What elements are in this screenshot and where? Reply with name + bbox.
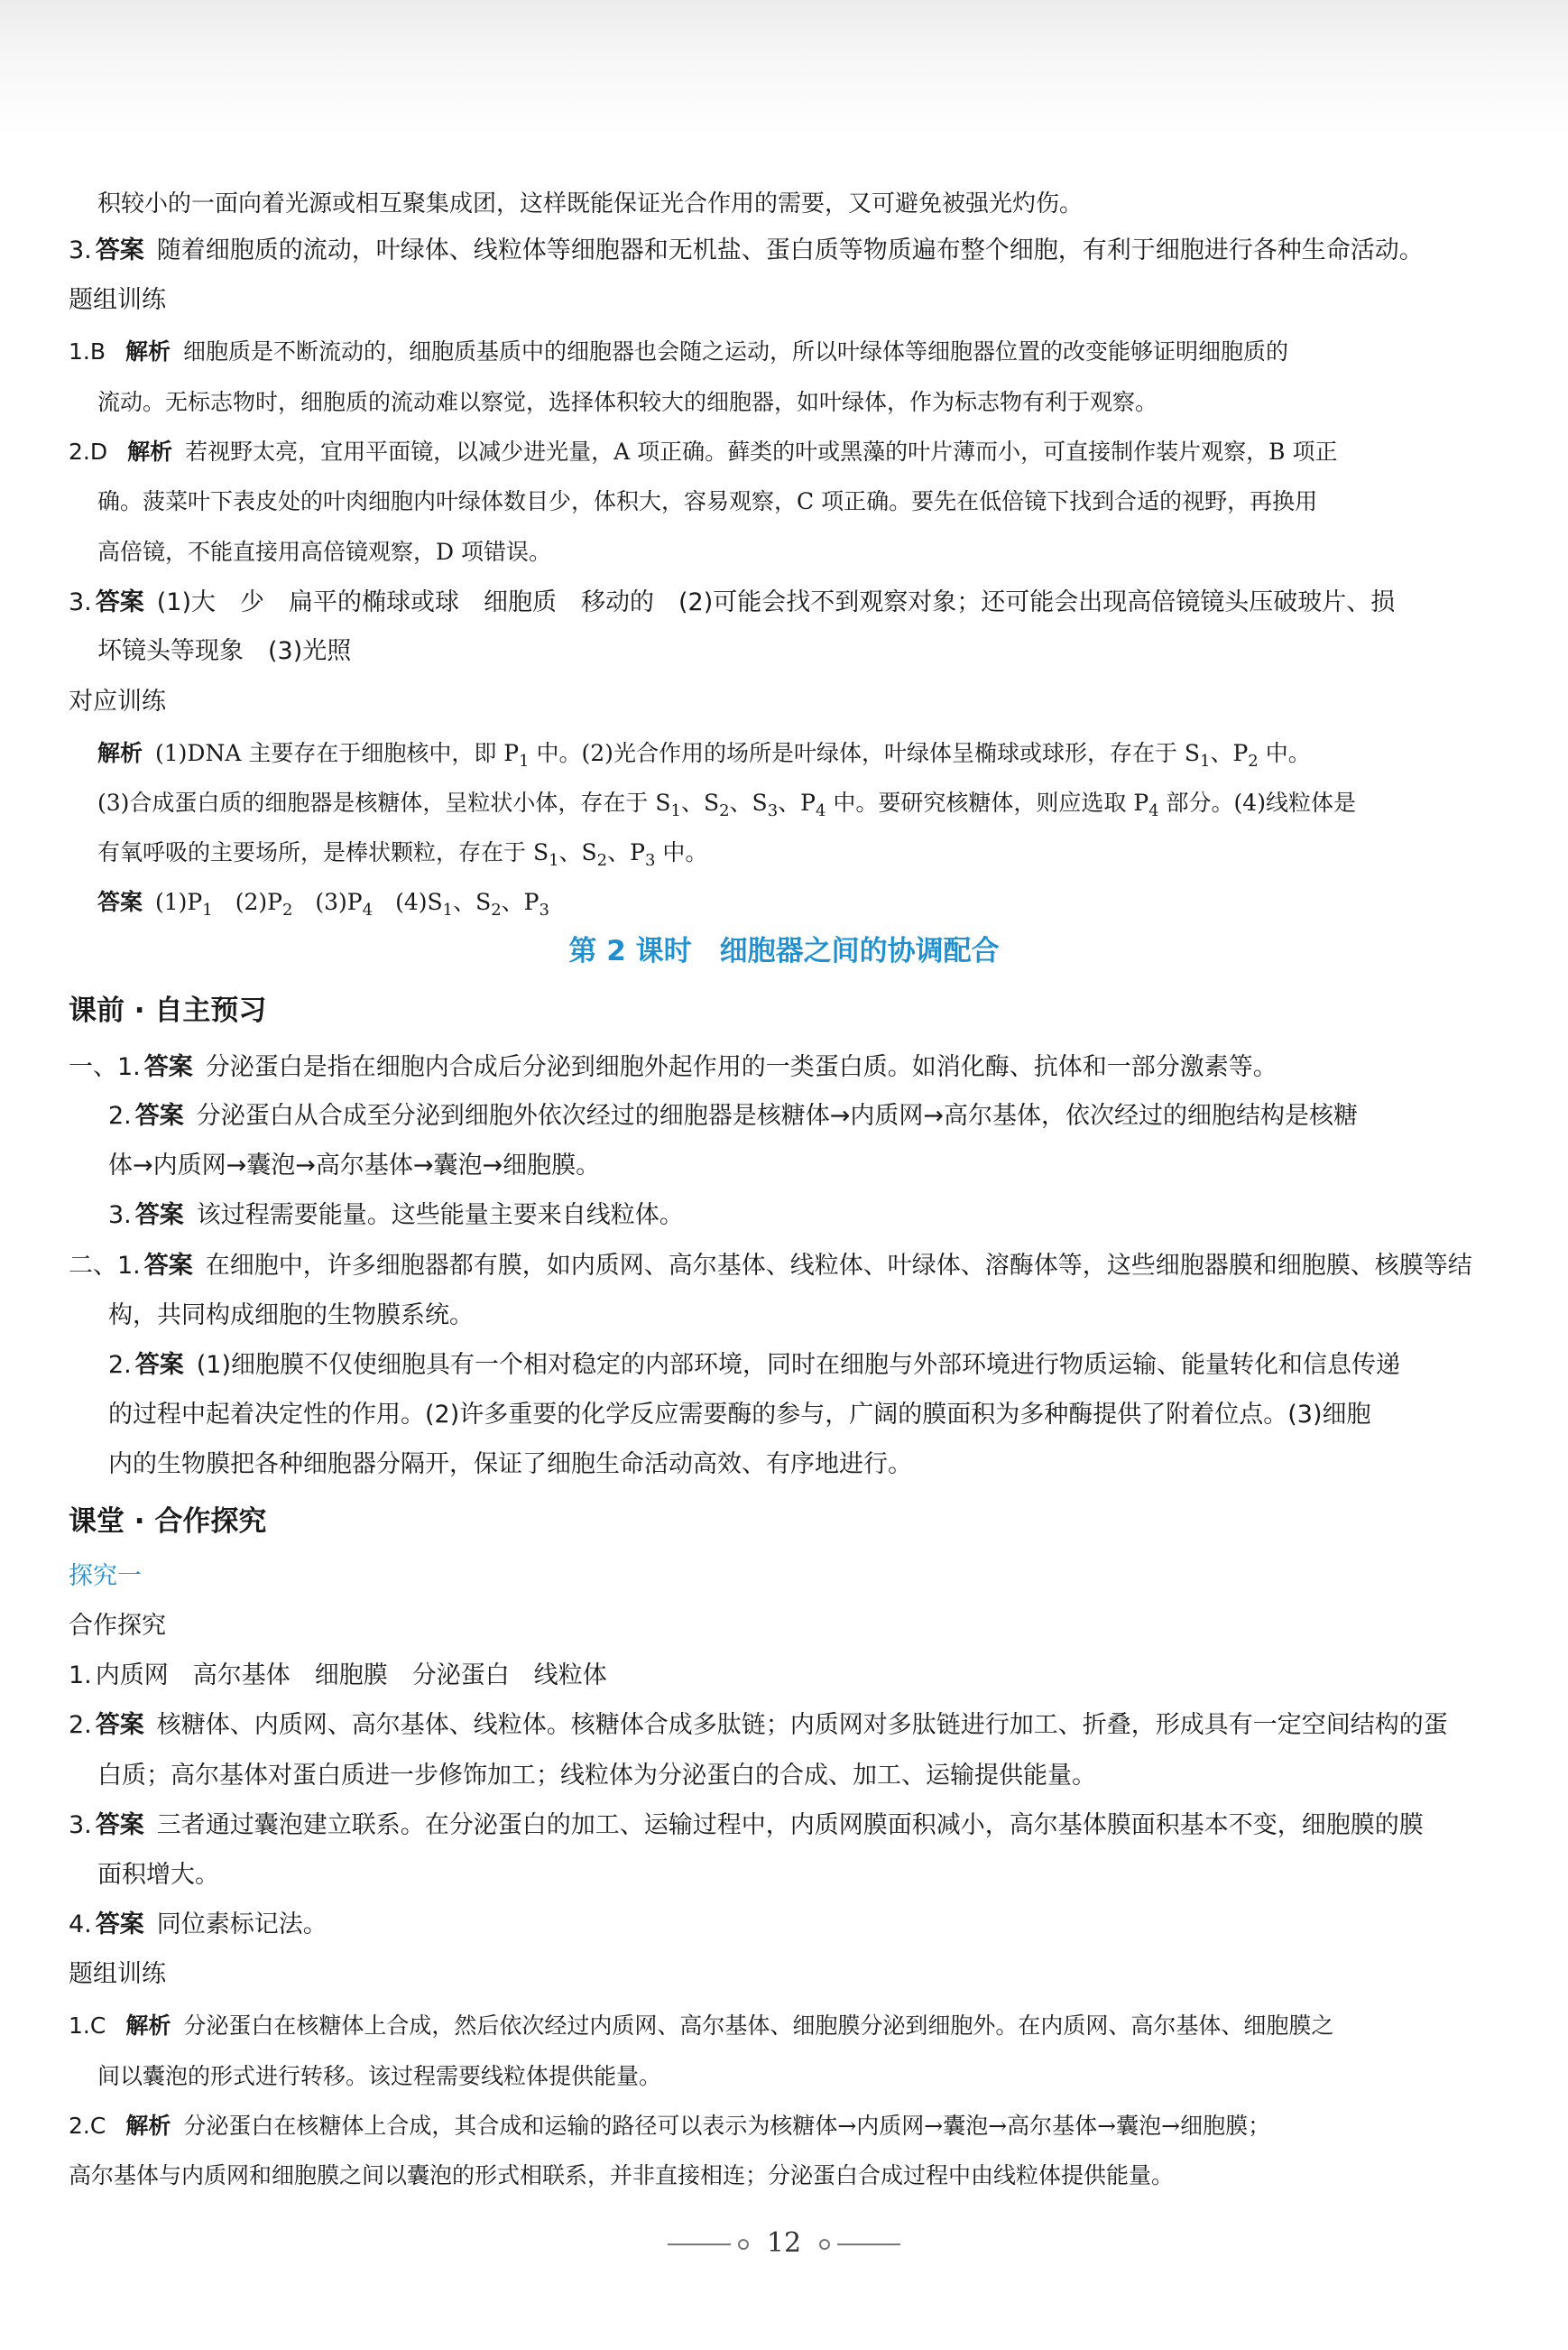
text-run: (4)S: [373, 889, 443, 915]
item-number: 3.: [108, 1201, 132, 1229]
text-run: 、S: [680, 790, 720, 816]
answer-text: (1)细胞膜不仅使细胞具有一个相对稳定的内部环境，同时在细胞与外部环境进行物质运输、能量转化和信息传递: [196, 1351, 1401, 1379]
text-line: [97, 186, 1083, 222]
text-run: (3)P: [292, 889, 363, 915]
subscript: 2: [491, 901, 502, 920]
subscript: 1: [549, 851, 559, 870]
text-run: (1)P: [155, 889, 203, 915]
answer-label: 答案: [95, 588, 144, 616]
explanation-label: 解析: [127, 439, 173, 465]
subscript: 1: [1200, 752, 1211, 771]
answer-text: 分泌蛋白是指在细胞内合成后分泌到细胞外起作用的一类蛋白质。如消化酶、抗体和一部分激素等。: [205, 1053, 1277, 1081]
subscript: 4: [362, 901, 374, 920]
section-label: 对应训练: [69, 688, 166, 716]
answer-text: 在细胞中，许多细胞器都有膜，如内质网、高尔基体、线粒体、叶绿体、溶酶体等，这些细胞器膜和细胞膜、核膜等结: [205, 1252, 1472, 1280]
answer-text: 面积增大。: [97, 1861, 219, 1889]
answer-label: 答案: [95, 1811, 144, 1839]
text-line: [97, 1857, 219, 1893]
text-line: [69, 2158, 1174, 2194]
explanation-text: 间以囊泡的形式进行转移。该过程需要线粒体提供能量。: [97, 2063, 662, 2089]
answer-text: 三者通过囊泡建立联系。在分泌蛋白的加工、运输过程中，内质网膜面积减小，高尔基体膜面积基本不变，细胞膜的膜: [156, 1811, 1424, 1839]
item-number: 2.: [108, 1102, 132, 1130]
item-number: 3.: [69, 1811, 92, 1839]
page-number: 12: [766, 2227, 802, 2259]
section-heading: 课前 · 自主预习: [69, 995, 267, 1027]
subscript: 1: [202, 901, 213, 920]
text-line: [97, 634, 351, 670]
answer-text: 的过程中起着决定性的作用。(2)许多重要的化学反应需要酶的参与，广阔的膜面积为多种酶提供了附着位点。(3)细胞: [108, 1401, 1371, 1429]
answer-item: [69, 1658, 607, 1694]
explanation-text: 流动。无标志物时，细胞质的流动难以察觉，选择体积较大的细胞器，如叶绿体，作为标志物有利于观察。: [97, 389, 1158, 415]
text-run: 、S: [558, 839, 597, 865]
subscript: 2: [719, 801, 730, 820]
item-number: 2.: [108, 1351, 132, 1379]
text-run: (1)DNA 主要存在于细胞核中，即 P: [155, 740, 520, 766]
answer-item: [108, 1198, 684, 1234]
text-run: 中。要研究核糖体，则应选取 P: [826, 790, 1149, 816]
footer-dot-right: [819, 2239, 830, 2250]
item-number: 2.D: [69, 439, 108, 465]
explanation-item: [97, 736, 1311, 772]
explore-label: 探究一: [69, 1562, 142, 1590]
item-number: 2.: [69, 1711, 92, 1739]
subscript: 4: [1148, 801, 1159, 820]
footer-rule-left: [668, 2244, 731, 2245]
text-line: [97, 2059, 661, 2095]
explanation-label: 解析: [125, 2113, 171, 2139]
explanation-label: 解析: [125, 338, 171, 365]
text-line: [97, 835, 707, 871]
text-run: (3)合成蛋白质的细胞器是核糖体，呈粒状小体，存在于 S: [97, 790, 671, 816]
answer-item: [69, 1907, 327, 1943]
text-line: [108, 1148, 600, 1184]
page-footer: [0, 2225, 1568, 2262]
subscript: 4: [815, 801, 826, 820]
text-run: 、P: [501, 889, 540, 915]
subscript: 3: [539, 901, 549, 920]
answer-label: 答案: [97, 889, 143, 915]
answer-text: (1)大 少 扁平的椭球或球 细胞质 移动的 (2)可能会找不到观察对象；还可能会出现高倍镜镜头压破玻片、损: [156, 588, 1396, 616]
section-label: 合作探究: [69, 1612, 166, 1640]
answer-label: 答案: [95, 1711, 144, 1739]
item-number: 一、1.: [69, 1053, 141, 1081]
explanation-label: 解析: [97, 740, 143, 766]
text-line: [97, 484, 1317, 520]
answer-item: [108, 1347, 1400, 1383]
text-line: [108, 1298, 474, 1334]
explanation-text: 高尔基体与内质网和细胞膜之间以囊泡的形式相联系，并非直接相连；分泌蛋白合成过程中由线粒体提供能量。: [69, 2162, 1175, 2188]
text-run: 中。(2)光合作用的场所是叶绿体，叶绿体呈椭球或球形，存在于 S: [529, 740, 1201, 766]
subscript: 2: [1248, 752, 1259, 771]
item-number: 1.C: [69, 2012, 106, 2039]
text-run: 、P: [778, 790, 816, 816]
explanation-text: 细胞质是不断流动的，细胞质基质中的细胞器也会随之运动，所以叶绿体等细胞器位置的改变能够证明细胞质的: [183, 338, 1289, 365]
answer-label: 答案: [143, 1053, 193, 1081]
item-number: 4.: [69, 1911, 92, 1938]
section-heading: 课堂 · 合作探究: [69, 1505, 267, 1538]
subscript: 1: [442, 901, 454, 920]
subscript: 1: [670, 801, 681, 820]
text-line: [97, 384, 1158, 421]
explanation-item: [69, 334, 1288, 370]
subscript: 3: [644, 851, 656, 870]
answer-text: 白质；高尔基体对蛋白质进一步修饰加工；线粒体为分泌蛋白的合成、加工、运输提供能量。: [97, 1762, 1096, 1790]
item-number: 1.: [69, 1661, 92, 1689]
text-run: 中。: [655, 839, 708, 865]
text-run: 、P: [1210, 740, 1249, 766]
item-number: 3.: [69, 588, 92, 616]
answer-text: 分泌蛋白从合成至分泌到细胞外依次经过的细胞器是核糖体→内质网→高尔基体，依次经过的细胞结构是核糖: [196, 1102, 1359, 1130]
answer-item: [69, 1248, 1472, 1284]
subscript: 1: [519, 752, 530, 771]
answer-item: [69, 1808, 1424, 1844]
footer-rule-right: [837, 2244, 900, 2245]
answer-label: 答案: [95, 1911, 144, 1938]
answer-text: 该过程需要能量。这些能量主要来自线粒体。: [196, 1201, 684, 1229]
answer-label: 答案: [134, 1102, 184, 1130]
explanation-text: 分泌蛋白在核糖体上合成，然后依次经过内质网、高尔基体、细胞膜分泌到细胞外。在内质网、高尔基体、细胞膜之: [183, 2012, 1334, 2039]
explanation-text: 若视野太亮，宜用平面镜，以减少进光量，A 项正确。藓类的叶或黑藻的叶片薄而小，可直接制作装片观察，B 项正: [185, 439, 1338, 465]
answer-text: 同位素标记法。: [156, 1911, 327, 1938]
text-run: (2)P: [212, 889, 282, 915]
footer-dot-left: [738, 2239, 749, 2250]
answer-label: 答案: [134, 1351, 184, 1379]
text-run: 有氧呼吸的主要场所，是棒状颗粒，存在于 S: [97, 839, 549, 865]
text-run: 中。: [1258, 740, 1311, 766]
item-number: 二、1.: [69, 1252, 141, 1280]
lesson-title: 第 2 课时 细胞器之间的协调配合: [568, 935, 1000, 967]
continued-text: 积较小的一面向着光源或相互聚集成团，这样既能保证光合作用的需要，又可避免被强光灼伤。: [97, 190, 1084, 217]
text-run: 、S: [453, 889, 492, 915]
answer-item: [108, 1098, 1358, 1134]
answer-text: 构，共同构成细胞的生物膜系统。: [108, 1301, 474, 1329]
item-number: 1.B: [69, 338, 106, 365]
answer-item: [69, 1050, 1277, 1086]
answer-label: 答案: [95, 236, 144, 264]
answer-text: 内的生物膜把各种细胞器分隔开，保证了细胞生命活动高效、有序地进行。: [108, 1450, 912, 1478]
answer-item: [69, 1707, 1448, 1744]
answer-item: [97, 884, 549, 921]
subscript: 2: [281, 901, 293, 920]
text-line: [97, 1758, 1096, 1794]
answer-label: 答案: [134, 1201, 184, 1229]
answer-item: [69, 233, 1424, 269]
explanation-item: [69, 434, 1337, 470]
explanation-item: [69, 2108, 1270, 2144]
section-label: 题组训练: [69, 286, 166, 314]
answer-text: 核糖体、内质网、高尔基体、线粒体。核糖体合成多肽链；内质网对多肽链进行加工、折叠，形成具有一定空间结构的蛋: [156, 1711, 1448, 1739]
answer-label: 答案: [143, 1252, 193, 1280]
explanation-text: 分泌蛋白在核糖体上合成，其合成和运输的路径可以表示为核糖体→内质网→囊泡→高尔基体→囊泡→细胞膜；: [183, 2113, 1271, 2139]
item-number: 3.: [69, 236, 92, 264]
section-label: 题组训练: [69, 1960, 166, 1988]
text-run: 部分。(4)线粒体是: [1158, 790, 1356, 816]
answer-text: 体→内质网→囊泡→高尔基体→囊泡→细胞膜。: [108, 1152, 601, 1180]
explanation-label: 解析: [125, 2012, 171, 2039]
text-line: [97, 785, 1356, 821]
explanation-text: 高倍镜，不能直接用高倍镜观察，D 项错误。: [97, 539, 551, 565]
answer-text: 内质网 高尔基体 细胞膜 分泌蛋白 线粒体: [95, 1661, 607, 1689]
text-line: [108, 1397, 1371, 1433]
explanation-item: [69, 2008, 1333, 2044]
subscript: 2: [596, 851, 608, 870]
text-line: [97, 534, 551, 570]
text-run: 、P: [607, 839, 645, 865]
answer-item: [69, 585, 1395, 621]
explanation-text: 确。菠菜叶下表皮处的叶肉细胞内叶绿体数目少，体积大，容易观察，C 项正确。要先在低倍镜下找到合适的视野，再换用: [97, 488, 1318, 514]
text-line: [108, 1447, 912, 1483]
item-number: 2.C: [69, 2113, 106, 2139]
subscript: 3: [767, 801, 779, 820]
answer-text: 随着细胞质的流动，叶绿体、线粒体等细胞器和无机盐、蛋白质等物质遍布整个细胞，有利于细胞进行各种生命活动。: [156, 236, 1424, 264]
text-run: 、S: [729, 790, 768, 816]
answer-text: 坏镜头等现象 (3)光照: [97, 637, 352, 665]
